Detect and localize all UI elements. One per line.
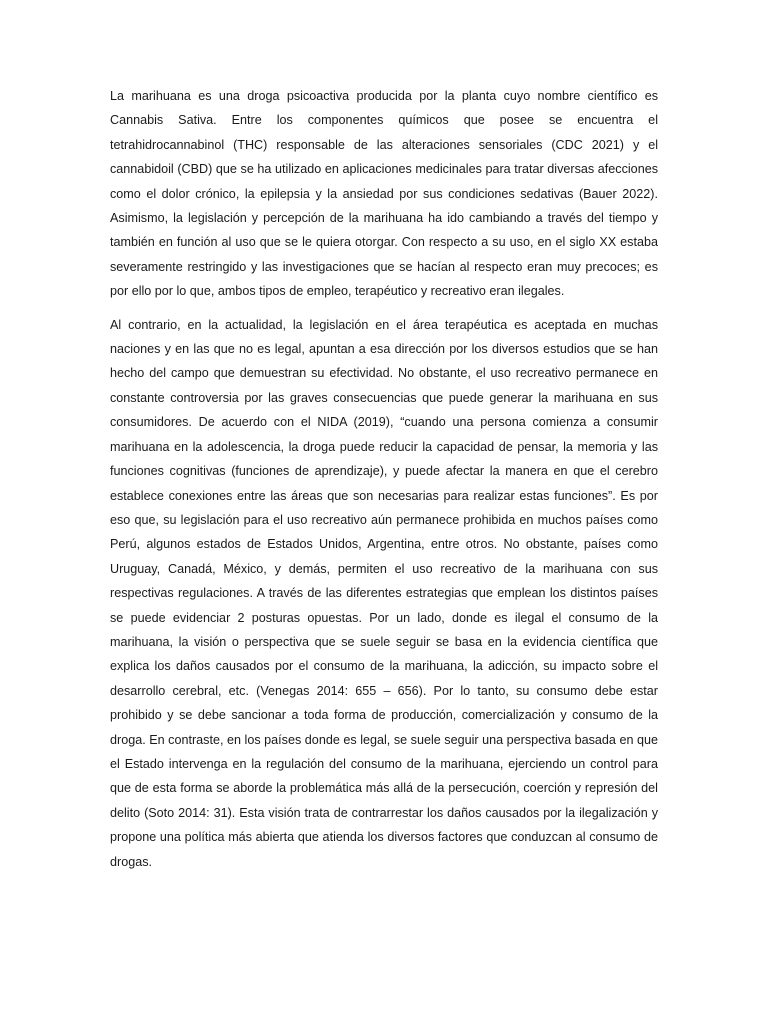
paragraph-1: La marihuana es una droga psicoactiva producida por la planta cuyo nombre científico es Cannabis Sativa. Entre los componentes químicos que posee se encuentra el tetrahidrocannabinol (THC) responsable de las alteraciones sensoriales (CDC 2021) y el cannabidoil (CBD) que se ha utilizado en aplicaciones medicinales para tratar diversas afecciones como el dolor crónico, la epilepsia y la ansiedad por sus condiciones sedativas (Bauer 2022). Asimismo, la legislación y percepción de la marihuana ha ido cambiando a través del tiempo y también en función al uso que se le quiera otorgar. Con respecto a su uso, en el siglo XX estaba severamente restringido y las investigaciones que se hacían al respecto eran muy precoces; es por ello por lo que, ambos tipos de empleo, terapéutico y recreativo eran ilegales. — [110, 89, 658, 299]
paragraph-2: Al contrario, en la actualidad, la legislación en el área terapéutica es aceptada en muchas naciones y en las que no es legal, apuntan a esa dirección por los diversos estudios que se han hecho del campo que demuestran su efectividad. No obstante, el uso recreativo permanece en constante controversia por las graves consecuencias que puede generar la marihuana en sus consumidores. De acuerdo con el NIDA (2019), “cuando una persona comienza a consumir marihuana en la adolescencia, la droga puede reducir la capacidad de pensar, la memoria y las funciones cognitivas (funciones de aprendizaje), y puede afectar la manera en que el cerebro establece conexiones entre las áreas que son necesarias para realizar estas funciones”. Es por eso que, su legislación para el uso recreativo aún permanece prohibida en muchos países como Perú, algunos estados de Estados Unidos, Argentina, entre otros. No obstante, países como Uruguay, Canadá, México, y demás, permiten el uso recreativo de la marihuana con sus respectivas regulaciones. A través de las diferentes estrategias que emplean los distintos países se puede evidenciar 2 posturas opuestas. Por un lado, donde es ilegal el consumo de la marihuana, la visión o perspectiva que se suele seguir se basa en la evidencia científica que explica los daños causados por el consumo de la marihuana, la adicción, su impacto sobre el desarrollo cerebral, etc. (Venegas 2014: 655 – 656). Por lo tanto, su consumo debe estar prohibido y se debe sancionar a toda forma de producción, comercialización y consumo de la droga. En contraste, en los países donde es legal, se suele seguir una perspectiva basada en que el Estado intervenga en la regulación del consumo de la marihuana, ejerciendo un control para que de esta forma se aborde la problemática más allá de la persecución, coerción y represión del delito (Soto 2014: 31). Esta visión trata de contrarrestar los daños causados por la ilegalización y propone una política más abierta que atienda los diversos factores que conduzcan al consumo de drogas. — [110, 317, 658, 869]
document-body — [110, 84, 658, 874]
